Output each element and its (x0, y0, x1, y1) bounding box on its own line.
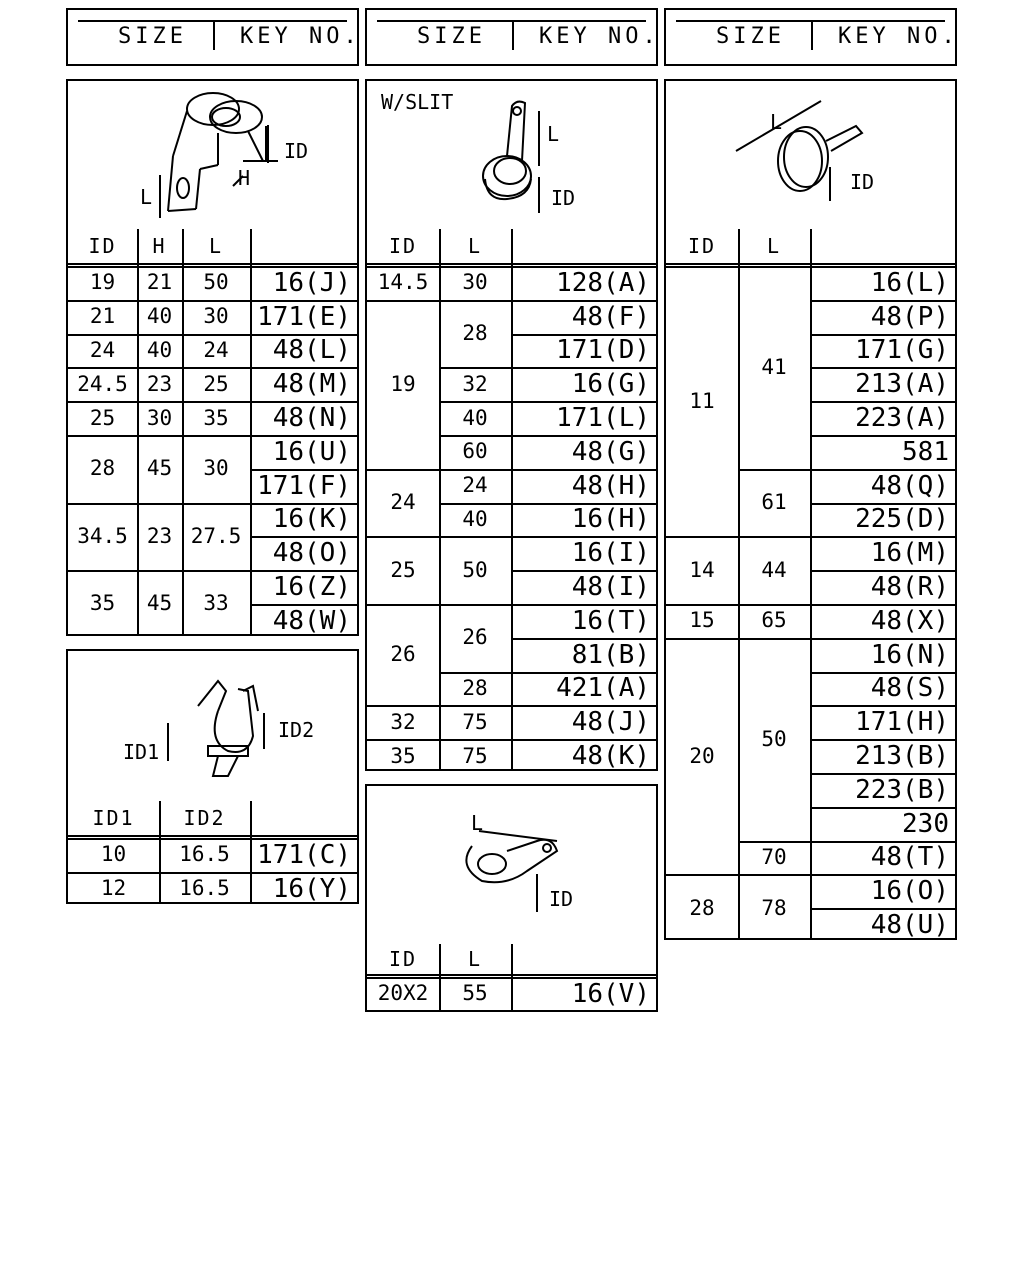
id-value: 25 (390, 557, 416, 582)
l-value: 28 (462, 675, 488, 700)
size-key-header-1 (66, 8, 359, 66)
key-number: 48(L) (272, 335, 351, 366)
key-number: 48(Q) (870, 470, 949, 501)
h-value: 45 (146, 456, 173, 481)
h-value: 45 (146, 591, 173, 616)
column-header-l: L (208, 234, 224, 258)
size-label: SIZE (716, 24, 785, 49)
id-value: 34.5 (77, 523, 128, 548)
dim-l-label: L (547, 122, 560, 146)
key-number: 48(P) (870, 301, 949, 332)
key-number: 171(D) (556, 335, 650, 366)
l-value: 60 (462, 439, 488, 464)
p-clip-drawing (367, 786, 656, 946)
l-value: 30 (462, 270, 488, 295)
dim-id-label: ID (850, 170, 875, 194)
l-value: 25 (203, 371, 229, 396)
key-number: 16(U) (272, 436, 351, 467)
double-clip-panel (66, 649, 359, 904)
id-value: 28 (689, 895, 715, 920)
column-header-id: ID (388, 947, 418, 971)
l-value: 30 (203, 304, 229, 329)
id-value: 26 (390, 642, 416, 667)
key-number: 16(L) (870, 267, 949, 298)
l-value: 24 (203, 337, 229, 362)
dim-l-label: L (471, 811, 484, 835)
double-clip-drawing (68, 651, 357, 801)
l-value: 32 (462, 371, 488, 396)
id-value: 21 (89, 304, 116, 329)
id-value: 24 (390, 490, 416, 515)
key-number: 48(R) (870, 572, 949, 603)
dim-id-label: ID (549, 887, 574, 911)
key-number: 48(G) (571, 436, 650, 467)
id-value: 15 (689, 608, 715, 633)
l-value: 24 (462, 473, 488, 498)
id2-value: 16.5 (179, 842, 230, 867)
key-number: 48(I) (571, 572, 650, 603)
l-value: 61 (761, 490, 787, 515)
column-header-id1: ID1 (92, 806, 135, 830)
l-value: 50 (203, 270, 229, 295)
h-value: 23 (146, 523, 173, 548)
key-number: 16(O) (870, 876, 949, 907)
id-value: 28 (89, 456, 116, 481)
key-number: 48(O) (272, 538, 351, 569)
h-value: 21 (146, 270, 173, 295)
id-value: 14.5 (377, 270, 429, 295)
size-label: SIZE (417, 24, 486, 49)
id1-value: 12 (100, 876, 127, 901)
key-number: 230 (902, 808, 949, 839)
key-number: 225(D) (855, 504, 949, 535)
key-number: 81(B) (571, 639, 650, 670)
column-header-id: ID (687, 234, 717, 258)
key-number: 48(S) (870, 673, 949, 704)
id-value: 24 (89, 337, 116, 362)
id-value: 20X2 (377, 981, 429, 1006)
key-number: 16(T) (571, 605, 650, 636)
clip-with-bracket-drawing (68, 81, 357, 231)
key-no-label: KEY NO. (838, 24, 959, 49)
band-clamp-panel (664, 79, 957, 940)
column-header-id: ID (388, 234, 418, 258)
key-number: 48(H) (571, 470, 650, 501)
l-value: 40 (462, 405, 488, 430)
l-value: 70 (761, 844, 787, 869)
p-clip-panel (365, 784, 658, 1012)
size-label: SIZE (118, 24, 187, 49)
dim-id-label: ID (284, 139, 309, 163)
l-value: 50 (761, 726, 787, 751)
key-no-label: KEY NO. (539, 24, 660, 49)
id-value: 32 (390, 709, 416, 734)
slit-clip-size-table (367, 229, 656, 772)
double-clip-size-table (68, 801, 357, 902)
h-value: 40 (146, 337, 173, 362)
size-key-header-3 (664, 8, 957, 66)
key-number: 171(G) (855, 335, 949, 366)
key-no-label: KEY NO. (240, 24, 361, 49)
key-number: 171(L) (556, 403, 650, 434)
key-number: 48(J) (571, 707, 650, 738)
id-value: 19 (390, 371, 416, 396)
l-value: 75 (462, 743, 488, 768)
clip-bracket-size-table (68, 229, 357, 634)
id2-value: 16.5 (179, 876, 230, 901)
key-number: 16(J) (272, 267, 351, 298)
key-number: 48(T) (870, 842, 949, 873)
id-value: 35 (390, 743, 416, 768)
dim-id1-label: ID1 (123, 740, 160, 764)
l-value: 65 (761, 608, 787, 633)
w-slit-caption: W/SLIT (381, 90, 454, 114)
l-value: 75 (462, 709, 488, 734)
key-number: 16(Z) (272, 572, 351, 603)
l-value: 33 (203, 591, 229, 616)
key-number: 48(W) (272, 605, 351, 636)
key-number: 16(Y) (272, 873, 351, 904)
l-value: 30 (203, 456, 229, 481)
key-number: 213(B) (855, 741, 949, 772)
h-value: 23 (146, 371, 173, 396)
key-number: 223(A) (855, 403, 949, 434)
key-number: 171(F) (257, 470, 351, 501)
column-header-l: L (467, 234, 483, 258)
key-number: 16(H) (571, 504, 650, 535)
column-header-l: L (467, 947, 483, 971)
id-value: 24.5 (77, 371, 128, 396)
dim-l-label: L (770, 110, 783, 134)
slit-clip-panel (365, 79, 658, 771)
id-value: 19 (89, 270, 116, 295)
column-header-l: L (766, 234, 782, 258)
h-value: 40 (146, 304, 173, 329)
key-number: 48(M) (272, 369, 351, 400)
key-number: 48(K) (571, 741, 650, 772)
dim-l-label: L (140, 185, 153, 209)
key-number: 171(H) (855, 707, 949, 738)
slit-clip-drawing (367, 81, 656, 231)
l-value: 50 (462, 557, 488, 582)
key-number: 581 (902, 436, 949, 467)
key-number: 16(V) (571, 978, 650, 1009)
l-value: 44 (761, 557, 787, 582)
band-clamp-size-table (666, 229, 955, 941)
h-value: 30 (146, 405, 173, 430)
l-value: 35 (203, 405, 229, 430)
key-number: 48(U) (870, 910, 949, 941)
key-number: 16(K) (272, 504, 351, 535)
key-number: 16(M) (870, 538, 949, 569)
key-number: 213(A) (855, 369, 949, 400)
key-number: 16(I) (571, 538, 650, 569)
key-number: 48(X) (870, 605, 949, 636)
clip-bracket-panel (66, 79, 359, 636)
key-number: 171(E) (257, 301, 351, 332)
column-header-h: H (152, 234, 167, 258)
key-number: 171(C) (257, 839, 351, 870)
l-value: 26 (462, 625, 488, 650)
column-header-id2: ID2 (183, 806, 226, 830)
id-value: 35 (89, 591, 116, 616)
band-clamp-drawing (666, 81, 955, 231)
key-number: 421(A) (556, 673, 650, 704)
id-value: 14 (689, 557, 715, 582)
l-value: 41 (761, 354, 787, 379)
id-value: 11 (689, 388, 715, 413)
l-value: 28 (462, 321, 488, 346)
column-header-id: ID (88, 234, 117, 258)
key-number: 48(F) (571, 301, 650, 332)
dim-id2-label: ID2 (278, 718, 315, 742)
key-number: 48(N) (272, 403, 351, 434)
dim-h-label: H (238, 166, 251, 190)
key-number: 16(N) (870, 639, 949, 670)
key-number: 128(A) (556, 267, 650, 298)
l-value: 78 (761, 895, 787, 920)
l-value: 55 (462, 981, 488, 1006)
id1-value: 10 (100, 842, 127, 867)
p-clip-size-table (367, 944, 656, 1010)
id-value: 25 (89, 405, 116, 430)
dim-id-label: ID (551, 186, 576, 210)
key-number: 16(G) (571, 369, 650, 400)
l-value: 27.5 (190, 523, 242, 548)
size-key-header-2 (365, 8, 658, 66)
id-value: 20 (689, 743, 715, 768)
key-number: 223(B) (855, 774, 949, 805)
l-value: 40 (462, 506, 488, 531)
